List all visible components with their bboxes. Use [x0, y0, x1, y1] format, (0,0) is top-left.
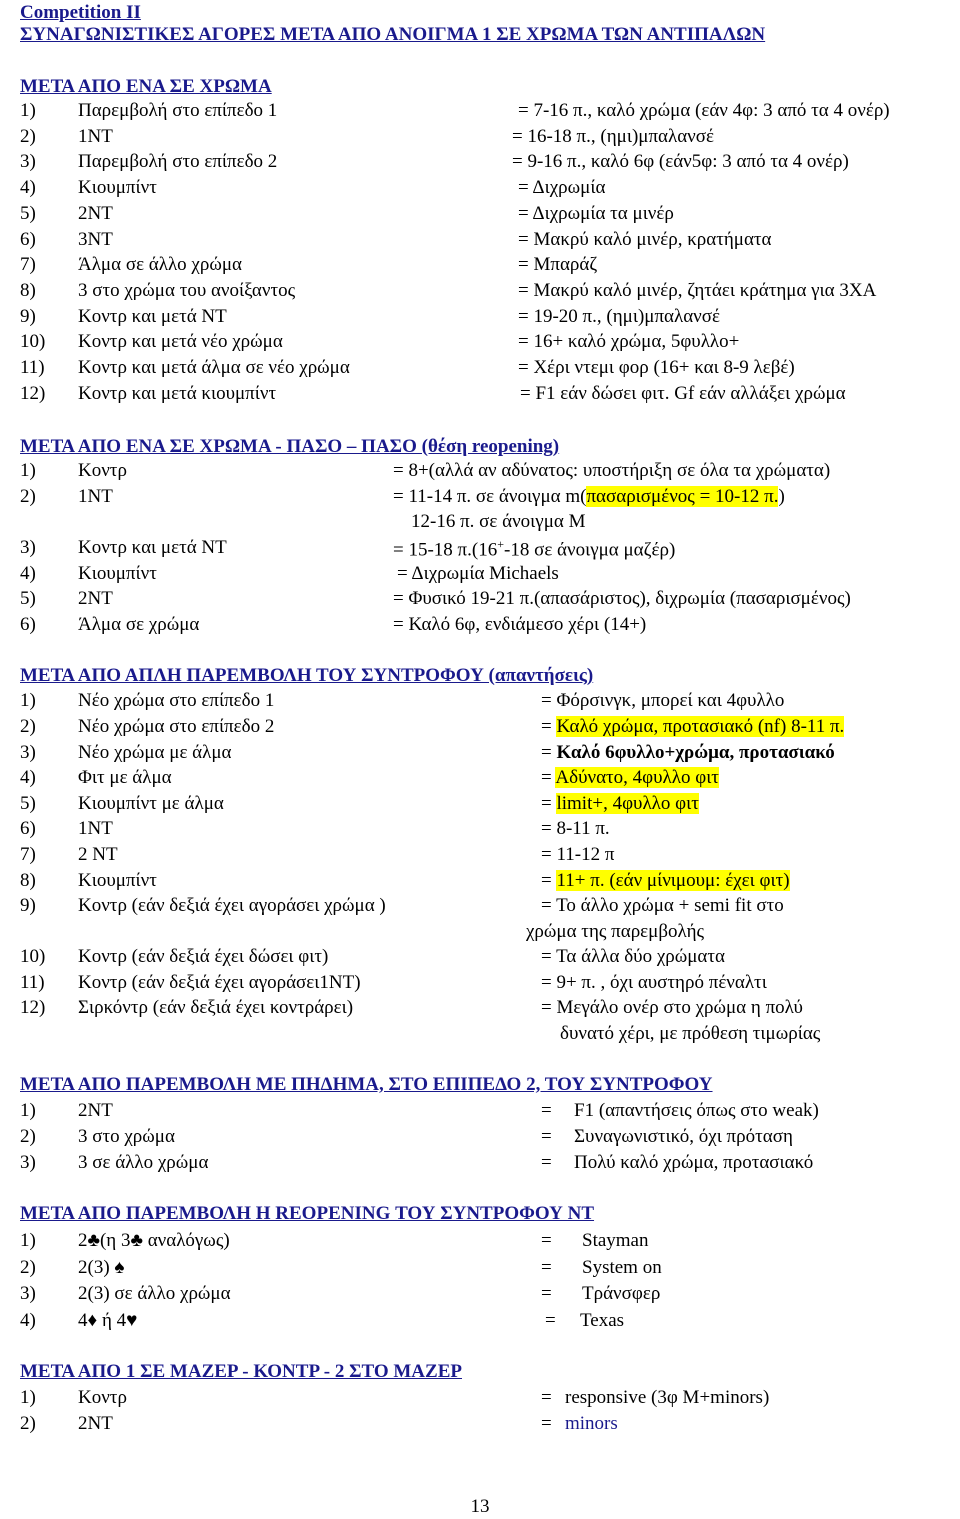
- item-value: = Χέρι ντεμι φορ (16+ και 8-9 λεβέ): [518, 357, 795, 378]
- item-number: 3): [20, 1152, 36, 1173]
- item-number: 3): [20, 742, 36, 763]
- item-label: Κοντρ και μετά κιουμπίντ: [78, 382, 277, 404]
- item-label: Κοντρ (εάν δεξιά έχει δώσει φιτ): [78, 946, 329, 967]
- highlighted-text: Καλό χρώμα, προτασιακό (nf) 8-11 π.: [556, 716, 845, 737]
- item-label: [78, 1257, 125, 1279]
- club-icon: ♣: [130, 1230, 143, 1251]
- item-value: = Τα άλλα δύο χρώματα: [541, 946, 725, 967]
- value-text: -18 σε άνοιγμα μαζέρ): [504, 539, 676, 561]
- item-label: Κοντρ και μετά νέο χρώμα: [78, 331, 283, 353]
- item-number: 1): [20, 690, 36, 711]
- label-text: ή 4: [97, 1310, 127, 1331]
- item-number: 1): [20, 100, 36, 121]
- item-value: = Μακρύ καλό μινέρ, κρατήματα: [518, 228, 772, 250]
- item-label: 2(3) σε άλλο χρώμα: [78, 1283, 231, 1304]
- item-value: Stayman: [582, 1230, 649, 1251]
- item-value: minors: [565, 1413, 618, 1434]
- item-number: 7): [20, 254, 36, 276]
- item-value: = Διχρωμία Michaels: [397, 563, 559, 584]
- item-value: χρώμα της παρεμβολής: [526, 921, 705, 942]
- item-value: = 9+ π. , όχι αυστηρό πέναλτι: [541, 972, 767, 993]
- club-icon: ♣: [87, 1230, 100, 1251]
- equals-sign: =: [541, 1100, 552, 1121]
- section-6-title: ΜΕΤΑ ΑΠΟ 1 ΣΕ ΜΑΖΕΡ - ΚΟΝΤΡ - 2 ΣΤΟ ΜΑΖΕΡ: [20, 1361, 462, 1382]
- item-value: = 19-20 π., (ημι)μπαλανσέ: [518, 305, 720, 327]
- item-value: = Φυσικό 19-21 π.(απασάριστος), διχρωμία (πασαρισμένος): [393, 588, 851, 609]
- item-number: 11): [20, 972, 45, 993]
- item-label: Κοντρ και μετά NT: [78, 537, 227, 558]
- item-value: δυνατό χέρι, με πρόθεση τιμωρίας: [560, 1023, 821, 1044]
- equals-sign: =: [541, 1257, 552, 1278]
- item-number: 2): [20, 716, 36, 737]
- equals-sign: =: [541, 767, 556, 788]
- item-value: 12-16 π. σε άνοιγμα M: [411, 511, 586, 532]
- item-value: [393, 486, 785, 508]
- item-label: Παρεμβολή στο επίπεδο 1: [78, 100, 278, 121]
- item-value: = Διχρωμία: [518, 177, 606, 199]
- item-value: [541, 870, 790, 892]
- item-number: 8): [20, 279, 36, 301]
- item-label: [78, 1230, 230, 1252]
- bold-text: Καλό 6φυλλο+χρώμα, προτασιακό: [556, 742, 835, 763]
- item-number: 1): [20, 1387, 36, 1408]
- item-label: Άλμα σε άλλο χρώμα: [78, 254, 242, 276]
- item-label: 3 στο χρώμα: [78, 1126, 175, 1147]
- item-label: Κιουμπίντ με άλμα: [78, 793, 224, 814]
- item-value: = 9-16 π., καλό 6φ (εάν5φ: 3 από τα 4 ονέρ): [512, 151, 849, 173]
- item-value: Τράνσφερ: [582, 1283, 661, 1304]
- item-value: Πολύ καλό χρώμα, προτασιακό: [574, 1152, 814, 1173]
- item-value: System on: [582, 1257, 662, 1278]
- highlighted-text: limit+, 4φυλλο φιτ: [556, 793, 699, 814]
- item-label: 3 σε άλλο χρώμα: [78, 1152, 209, 1173]
- label-text: (η 3: [99, 1230, 131, 1251]
- section-4-title: ΜΕΤΑ ΑΠΟ ΠΑΡΕΜΒΟΛΗ ΜΕ ΠΗΔΗΜΑ, ΣΤΟ ΕΠΙΠΕΔΟ 2, ΤΟΥ ΣΥΝΤΡΟΦΟΥ: [20, 1074, 713, 1095]
- item-value: = Φόρσινγκ, μπορεί και 4φυλλο: [541, 690, 785, 711]
- item-number: 10): [20, 331, 46, 353]
- highlighted-text: πασαρισμένος = 10-12 π.: [586, 486, 779, 507]
- equals-sign: =: [541, 1230, 552, 1251]
- item-label: Σιρκόντρ (εάν δεξιά έχει κοντράρει): [78, 997, 354, 1018]
- item-value: = 16-18 π., (ημι)μπαλανσέ: [512, 125, 714, 147]
- item-number: 9): [20, 895, 36, 916]
- equals-sign: =: [541, 870, 557, 891]
- item-label: Νέο χρώμα με άλμα: [78, 742, 232, 763]
- item-number: 1): [20, 460, 36, 481]
- item-number: 3): [20, 537, 36, 558]
- item-label: 1NT: [78, 486, 113, 507]
- item-number: 4): [20, 563, 36, 584]
- item-value: [541, 793, 699, 815]
- item-label: 2NT: [78, 202, 113, 224]
- item-label: Κοντρ (εάν δεξιά έχει αγοράσει1NT): [78, 972, 361, 993]
- item-number: 1): [20, 1100, 36, 1121]
- item-number: 5): [20, 202, 36, 224]
- item-label: Νέο χρώμα στο επίπεδο 1: [78, 690, 275, 711]
- item-value: Texas: [580, 1310, 625, 1331]
- item-number: 5): [20, 793, 36, 814]
- item-label: Κοντρ και μετά NT: [78, 305, 227, 327]
- item-label: 1NT: [78, 818, 113, 839]
- item-number: 12): [20, 997, 46, 1018]
- label-text: 2(3): [78, 1257, 115, 1278]
- equals-sign: =: [541, 1152, 552, 1173]
- equals-sign: =: [541, 1387, 552, 1408]
- equals-sign: =: [541, 1413, 552, 1434]
- page-number: 13: [470, 1496, 490, 1517]
- value-text: = 15-18 π.(16: [393, 539, 498, 561]
- section-5-title: ΜΕΤΑ ΑΠΟ ΠΑΡΕΜΒΟΛΗ Η REOPENING ΤΟΥ ΣΥΝΤΡΟΦΟΥ NT: [20, 1203, 595, 1224]
- item-value: = Μεγάλο ονέρ στο χρώμα η πολύ: [541, 997, 803, 1018]
- item-label: Κοντρ: [78, 460, 127, 481]
- item-label: Φιτ με άλμα: [78, 767, 172, 788]
- item-value: [541, 742, 835, 764]
- item-number: 10): [20, 946, 46, 967]
- item-label: Κοντρ: [78, 1387, 127, 1408]
- item-value: = Διχρωμία τα μινέρ: [518, 202, 674, 224]
- item-number: 3): [20, 151, 36, 173]
- value-text: = 11-14 π. σε άνοιγμα m(: [393, 486, 587, 507]
- item-label: Κοντρ (εάν δεξιά έχει αγοράσει χρώμα ): [78, 895, 386, 916]
- section-3-title: ΜΕΤΑ ΑΠΟ ΑΠΛΗ ΠΑΡΕΜΒΟΛΗ ΤΟΥ ΣΥΝΤΡΟΦΟΥ (απαντήσεις): [20, 665, 594, 686]
- item-number: 4): [20, 767, 36, 788]
- item-number: 8): [20, 870, 36, 891]
- item-number: 12): [20, 382, 46, 404]
- item-value: [393, 537, 675, 561]
- item-label: 2NT: [78, 1413, 113, 1434]
- item-label: Κοντρ και μετά άλμα σε νέο χρώμα: [78, 357, 350, 378]
- item-value: = 7-16 π., καλό χρώμα (εάν 4φ: 3 από τα 4 ονέρ): [518, 100, 890, 121]
- item-number: 9): [20, 305, 36, 327]
- item-number: 5): [20, 588, 36, 609]
- item-value: = Μακρύ καλό μινέρ, ζητάει κράτημα για 3ΧΑ: [518, 279, 877, 301]
- item-value: = 8-11 π.: [541, 818, 610, 839]
- equals-sign: =: [541, 742, 557, 763]
- item-value: = 8+(αλλά αν αδύνατος: υποστήριξη σε όλα τα χρώματα): [393, 460, 831, 481]
- item-number: 7): [20, 844, 36, 865]
- heart-icon: ♥: [126, 1310, 138, 1331]
- value-text: ): [778, 486, 785, 507]
- equals-sign: =: [541, 1283, 552, 1304]
- item-label: Άλμα σε χρώμα: [78, 614, 200, 635]
- section-1-title: ΜΕΤΑ ΑΠΟ ΕΝΑ ΣΕ ΧΡΩΜΑ: [20, 76, 272, 97]
- item-value: = 11-12 π: [541, 844, 615, 865]
- item-number: 1): [20, 1230, 36, 1251]
- page-title: ΣΥΝΑΓΩΝΙΣΤΙΚΕΣ ΑΓΟΡΕΣ ΜΕΤΑ ΑΠΟ ΑΝΟΙΓΜΑ 1 ΣΕ ΧΡΩΜΑ ΤΩΝ ΑΝΤΙΠΑΛΩΝ: [20, 24, 766, 45]
- item-label: Κιουμπίντ: [78, 870, 157, 891]
- item-value: [541, 716, 844, 738]
- item-label: 2 NT: [78, 844, 118, 865]
- item-label: 3NT: [78, 228, 113, 250]
- item-number: 2): [20, 125, 36, 147]
- item-label: [78, 1310, 137, 1332]
- highlighted-text: Αδύνατο, 4φυλλο φιτ: [555, 767, 719, 788]
- item-number: 2): [20, 1257, 36, 1278]
- item-value: = Καλό 6φ, ενδιάμεσο χέρι (14+): [393, 614, 647, 635]
- label-text: 4: [78, 1310, 88, 1331]
- equals-sign: =: [541, 793, 557, 814]
- item-value: = F1 εάν δώσει φιτ. Gf εάν αλλάξει χρώμα: [520, 382, 846, 404]
- competition-title: Competition II: [20, 2, 141, 23]
- label-text: αναλόγως): [142, 1230, 230, 1251]
- item-number: 2): [20, 1413, 36, 1434]
- item-value: = 16+ καλό χρώμα, 5φυλλο+: [518, 331, 740, 353]
- item-label: 2NT: [78, 1100, 113, 1121]
- item-number: 6): [20, 228, 36, 250]
- highlighted-text: 11+ π. (εάν μίνιμουμ: έχει φιτ): [556, 870, 790, 891]
- diamond-icon: ♦: [87, 1310, 98, 1331]
- item-number: 2): [20, 486, 36, 507]
- item-number: 4): [20, 1310, 36, 1331]
- item-label: 2NT: [78, 588, 113, 609]
- item-label: 1NT: [78, 125, 113, 147]
- item-value: = Μπαράζ: [518, 254, 598, 276]
- item-number: 3): [20, 1283, 36, 1304]
- item-value: [541, 767, 719, 789]
- item-label: Κιουμπίντ: [78, 177, 157, 199]
- item-value: responsive (3φ M+minors): [565, 1387, 770, 1408]
- item-label: 3 στο χρώμα του ανοίξαντος: [78, 279, 296, 301]
- item-number: 2): [20, 1126, 36, 1147]
- item-value: = Το άλλο χρώμα + semi fit στο: [541, 895, 784, 916]
- item-label: Νέο χρώμα στο επίπεδο 2: [78, 716, 275, 737]
- item-value: Συναγωνιστικό, όχι πρόταση: [574, 1126, 793, 1147]
- equals-sign: =: [541, 1126, 552, 1147]
- item-number: 4): [20, 177, 36, 199]
- section-2-title: ΜΕΤΑ ΑΠΟ ΕΝΑ ΣΕ ΧΡΩΜΑ - ΠΑΣΟ – ΠΑΣΟ (θέση reopening): [20, 436, 560, 457]
- item-label: Παρεμβολή στο επίπεδο 2: [78, 151, 278, 173]
- superscript: +: [497, 537, 504, 551]
- equals-sign: =: [545, 1310, 556, 1331]
- item-number: 11): [20, 357, 45, 378]
- item-number: 6): [20, 818, 36, 839]
- spade-icon: ♠: [114, 1257, 125, 1278]
- label-text: 2: [78, 1230, 88, 1251]
- item-number: 6): [20, 614, 36, 635]
- item-value: F1 (απαντήσεις όπως στο weak): [574, 1100, 819, 1121]
- equals-sign: =: [541, 716, 557, 737]
- item-label: Κιουμπίντ: [78, 563, 157, 584]
